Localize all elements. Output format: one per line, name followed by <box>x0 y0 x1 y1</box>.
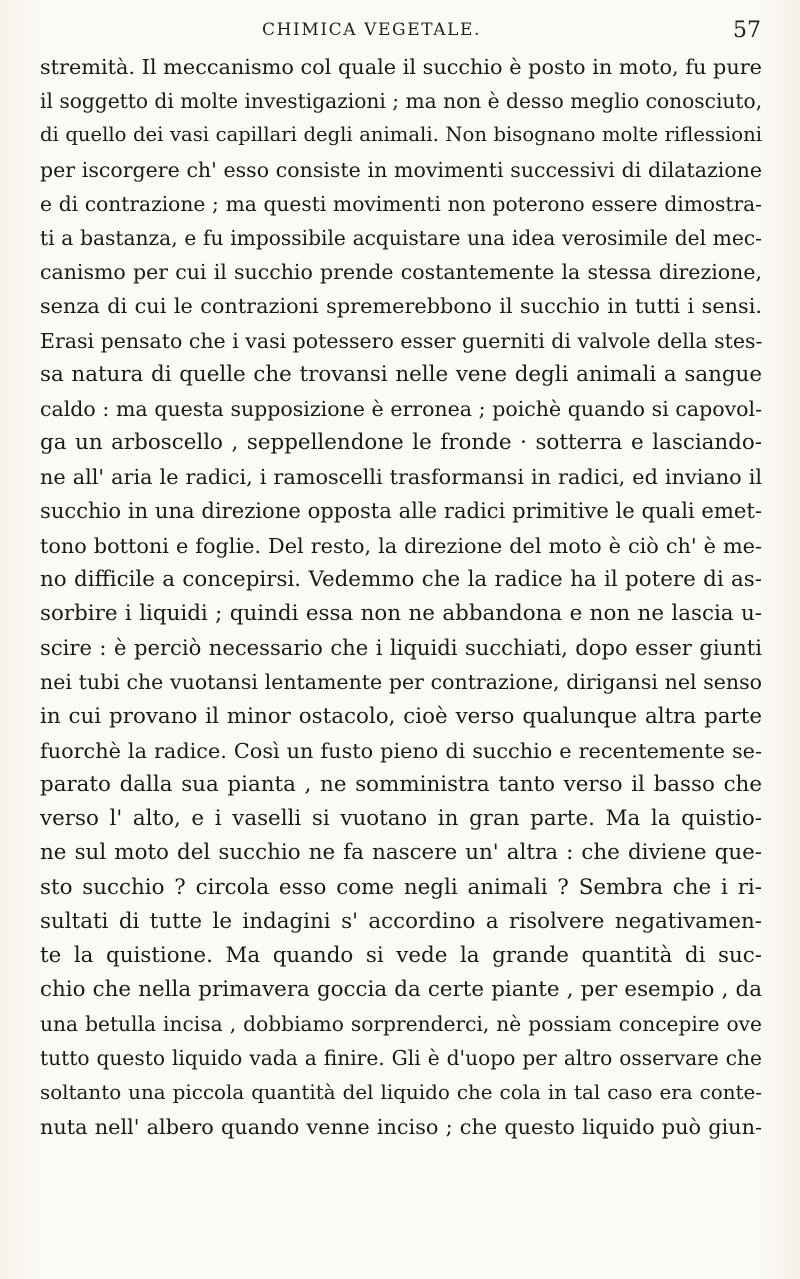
text-line: tutto questo liquido vada a finire. Gli è d'uopo per altro osservare che <box>40 1046 762 1071</box>
text-line: Erasi pensato che i vasi potessero esser guerniti di valvole della stes- <box>40 328 762 353</box>
text-line: ga un arboscello , seppellendone le fronde · sotterra e lasciando- <box>40 430 762 456</box>
text-line: di quello dei vasi capillari degli animali. Non bisognano molte riflessioni <box>40 123 762 147</box>
text-line: tono bottoni e foglie. Del resto, la direzione del moto è ciò ch' è me- <box>40 533 762 558</box>
text-line: te la quistione. Ma quando si vede la grande quantità di suc- <box>40 942 762 968</box>
text-line: il soggetto di molte investigazioni ; ma non è desso meglio conosciuto, <box>40 89 762 114</box>
text-line: stremità. Il meccanismo col quale il succhio è posto in moto, fu pure <box>40 55 762 79</box>
text-line: sorbire i liquidi ; quindi essa non ne abbandona e non ne lascia u- <box>40 601 762 626</box>
text-line: sto succhio ? circola esso come negli animali ? Sembra che i ri- <box>40 874 762 900</box>
text-line: verso l' alto, e i vaselli si vuotano in gran parte. Ma la quistio- <box>40 806 762 832</box>
page-number: 57 <box>733 18 761 43</box>
text-line: soltanto una piccola quantità del liquido che cola in tal caso era conte- <box>40 1080 762 1104</box>
text-line: sultati di tutte le indagini s' accordino a risolvere negativamen- <box>40 908 762 934</box>
text-line: sa natura di quelle che trovansi nelle vene degli animali a sangue <box>40 361 762 387</box>
text-line: parato dalla sua pianta , ne somministra tanto verso il basso che <box>40 771 762 797</box>
text-line: in cui provano il minor ostacolo, cioè verso qualunque altra parte <box>40 703 762 729</box>
text-line: scire : è perciò necessario che i liquidi succhiati, dopo esser giunti <box>40 635 762 661</box>
text-line: canismo per cui il succhio prende costantemente la stessa direzione, <box>40 260 762 285</box>
text-line: chio che nella primavera goccia da certe piante , per esempio , da <box>40 977 762 1003</box>
text-line: nuta nell' albero quando venne inciso ; che questo liquido può giun- <box>40 1114 762 1139</box>
text-line: senza di cui le contrazioni spremerebbono il succhio in tutti i sensi. <box>40 294 762 319</box>
text-line: ne all' aria le radici, i ramoscelli trasformansi in radici, ed inviano il <box>40 465 762 490</box>
text-line: fuorchè la radice. Così un fusto pieno di succhio e recentemente se- <box>40 738 762 763</box>
text-line: una betulla incisa , dobbiamo sorprenderci, nè possiam concepire ove <box>40 1012 762 1037</box>
text-line: ne sul moto del succhio ne fa nascere un' altra : che diviene que- <box>40 840 762 866</box>
text-line: caldo : ma questa supposizione è erronea ; poichè quando si capovol- <box>40 396 762 421</box>
text-line: no difficile a concepirsi. Vedemmo che la radice ha il potere di as- <box>40 566 762 592</box>
text-line: succhio in una direzione opposta alle radici primitive le quali emet- <box>40 498 762 524</box>
running-head <box>0 14 800 48</box>
text-line: nei tubi che vuotansi lentamente per contrazione, dirigansi nel senso <box>40 670 762 695</box>
text-line: per iscorgere ch' esso consiste in movimenti successivi di dilatazione <box>40 157 762 182</box>
body-text <box>40 50 762 1144</box>
text-line: ti a bastanza, e fu impossibile acquistare una idea verosimile del mec- <box>40 225 762 250</box>
text-line: e di contrazione ; ma questi movimenti non poterono essere dimostra- <box>40 191 762 216</box>
running-head-title: CHIMICA VEGETALE. <box>262 20 482 40</box>
